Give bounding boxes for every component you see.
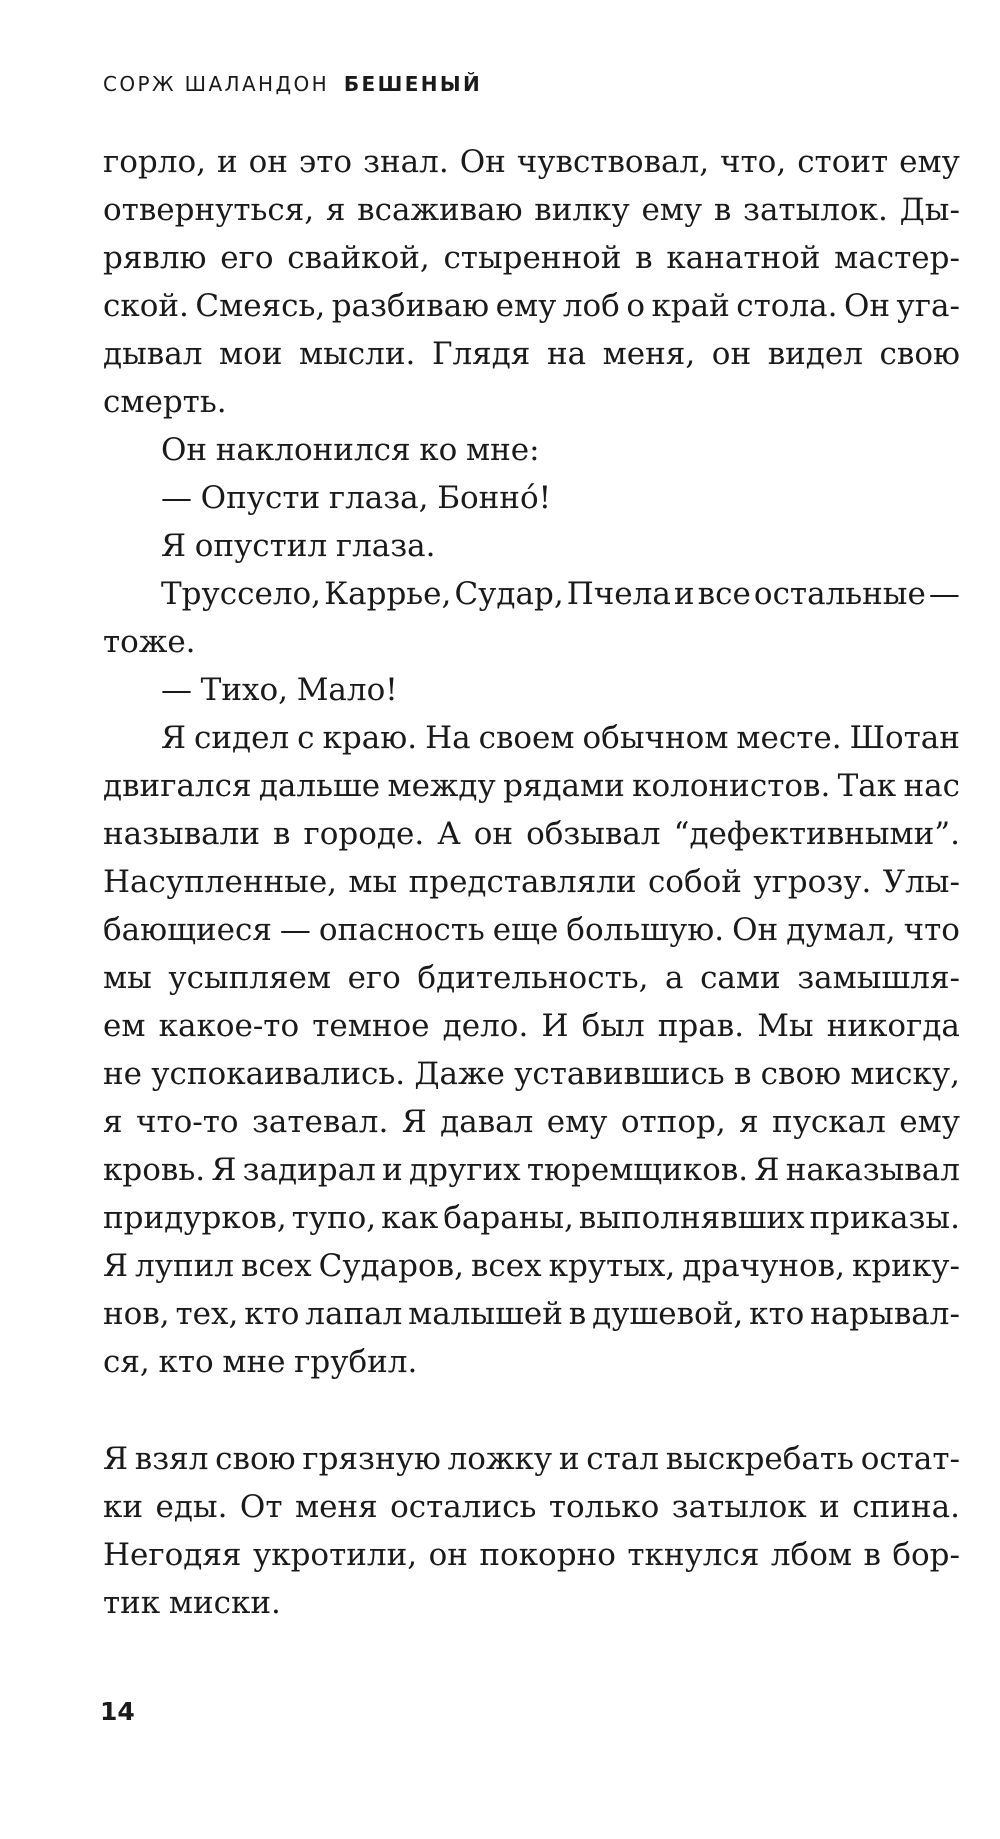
text-line: двигался дальше между рядами колонистов. Так нас — [103, 768, 960, 804]
text-line: Я взял свою грязную ложку и стал выскребать остат- — [103, 1441, 960, 1477]
text-line: не успокаивались. Даже уставившись в свою миску, — [103, 1056, 960, 1092]
text-line: Я лупил всех Сударов, всех крутых, драчунов, крику- — [103, 1248, 960, 1284]
text-line: дывал мои мысли. Глядя на меня, он видел свою — [103, 336, 960, 372]
running-header-title: БЕШЕНЫЙ — [343, 72, 483, 96]
text-line: я что-то затевал. Я давал ему отпор, я пускал ему — [103, 1104, 960, 1140]
text-line: — Тихо, Мало! — [161, 672, 398, 708]
text-line: бающиеся — опасность еще большую. Он думал, что — [103, 912, 960, 948]
text-line: Я сидел с краю. На своем обычном месте. Шотан — [161, 720, 960, 756]
text-line: кровь. Я задирал и других тюремщиков. Я наказывал — [103, 1152, 960, 1188]
text-line: Негодяя укротили, он покорно ткнулся лбом в бор- — [103, 1537, 960, 1573]
text-line: нов, тех, кто лапал малышей в душевой, кто нарывал- — [103, 1296, 960, 1332]
text-line: ки еды. От меня остались только затылок и спина. — [103, 1489, 960, 1525]
text-line: ся, кто мне грубил. — [103, 1344, 418, 1380]
text-line: горло, и он это знал. Он чувствовал, что, стоит ему — [103, 144, 960, 180]
body-text — [103, 138, 960, 1627]
running-header — [103, 72, 482, 96]
text-line: придурков, тупо, как бараны, выполнявших приказы. — [103, 1200, 960, 1236]
text-line: тоже. — [103, 624, 196, 660]
text-line: ской. Смеясь, разбиваю ему лоб о край стола. Он уга- — [103, 288, 960, 324]
text-line: мы усыпляем его бдительность, а сами замышля- — [103, 960, 960, 996]
text-line: Насупленные, мы представляли собой угрозу. Улы- — [103, 864, 960, 900]
text-line: тик миски. — [103, 1585, 281, 1621]
running-header-author: СОРЖ ШАЛАНДОН — [103, 72, 330, 96]
page-number: 14 — [100, 1697, 135, 1726]
text-line: рявлю его свайкой, стыренной в канатной мастер- — [103, 240, 960, 276]
text-line: Он наклонился ко мне: — [161, 432, 540, 468]
text-line: — Опусти глаза, Бонно́! — [161, 480, 552, 516]
text-line: ем какое-то темное дело. И был прав. Мы никогда — [103, 1008, 960, 1044]
section-break — [103, 1386, 960, 1435]
text-line: называли в городе. А он обзывал “дефективными”. — [103, 816, 960, 852]
text-line: Я опустил глаза. — [161, 528, 436, 564]
text-line: отвернуться, я всаживаю вилку ему в затылок. Ды- — [103, 192, 960, 228]
text-line: смерть. — [103, 384, 227, 420]
text-line: Труссело, Каррье, Судар, Пчела и все остальные — — [161, 576, 960, 612]
